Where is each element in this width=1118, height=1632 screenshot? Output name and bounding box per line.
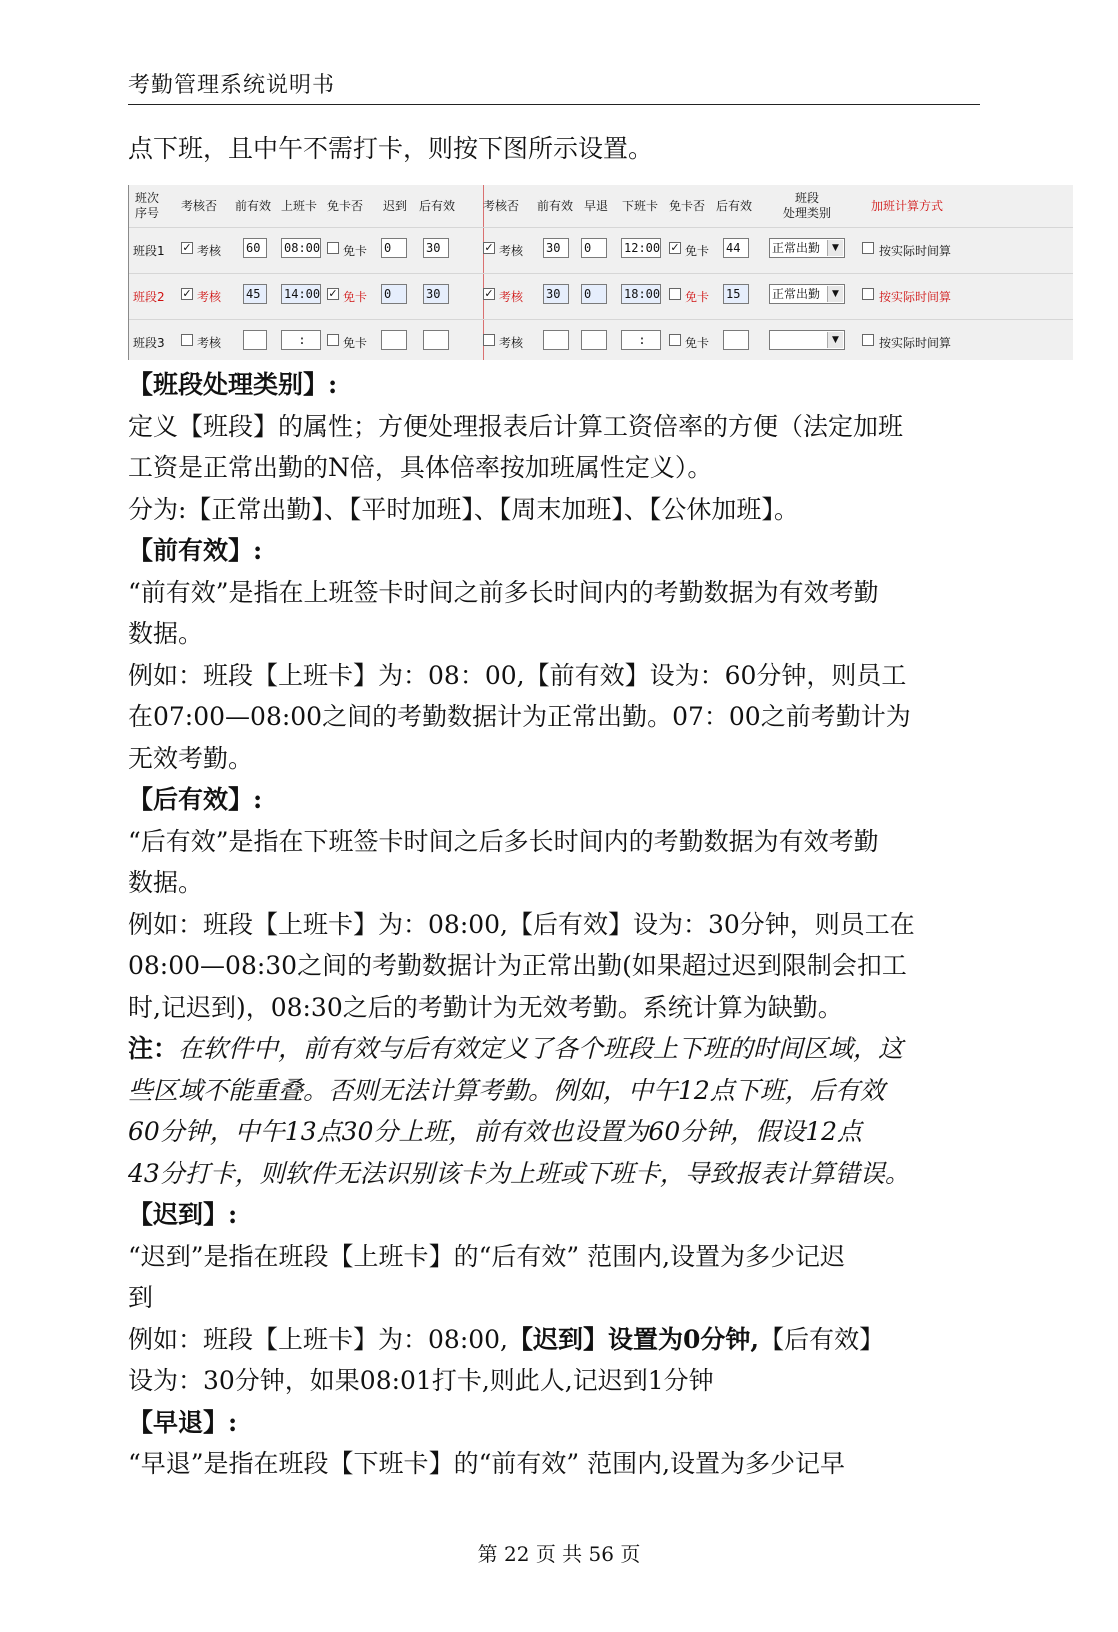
post2-input[interactable]: 44 (723, 238, 749, 258)
exempt1-label: 免卡 (343, 290, 368, 304)
check2-checkbox[interactable] (483, 334, 495, 346)
table-row (129, 227, 1073, 273)
off-card-input[interactable]: : (621, 330, 661, 350)
post1-input[interactable]: 30 (423, 284, 449, 304)
header-on-card: 上班卡 (281, 199, 318, 213)
ot-label: 按实际时间算 (879, 290, 952, 304)
section-title-type: 【班段处理类别】: (128, 370, 338, 399)
late-input[interactable]: 0 (381, 238, 407, 258)
off-card-input[interactable]: 18:00 (621, 284, 661, 304)
exempt1-checkbox[interactable] (327, 242, 339, 254)
pre2-input[interactable]: 30 (543, 284, 569, 304)
chevron-down-icon: ▼ (827, 332, 843, 348)
exempt1-checkbox[interactable]: ✓ (328, 287, 338, 300)
table-header-row (129, 185, 1073, 227)
section-title-late: 【迟到】: (128, 1200, 238, 1229)
header-exempt1: 免卡否 (327, 199, 364, 213)
check2-checkbox[interactable]: ✓ (484, 241, 494, 254)
header-ot-method: 加班计算方式 (871, 199, 944, 213)
document-body (128, 128, 988, 170)
exempt1-label: 免卡 (343, 244, 368, 258)
pre1-input[interactable]: 45 (243, 284, 267, 304)
paragraph: “前有效”是指在上班签卡时间之前多长时间内的考勤数据为有效考勤 (128, 577, 879, 607)
ot-checkbox[interactable] (862, 288, 874, 300)
paragraph: “后有效”是指在下班签卡时间之后多长时间内的考勤数据为有效考勤 (128, 826, 879, 856)
header-early: 早退 (584, 199, 609, 213)
note-line: 43分打卡，则软件无法识别该卡为上班或下班卡，导致报表计算错误。 (128, 1158, 910, 1188)
header-seq-line2: 序号 (135, 206, 160, 220)
paragraph: 设为：30分钟，如果08:01打卡,则此人,记迟到1分钟 (128, 1366, 714, 1395)
exempt1-checkbox[interactable] (327, 334, 339, 346)
header-check1: 考核否 (181, 199, 218, 213)
header-exempt2: 免卡否 (669, 199, 706, 213)
check2-label: 考核 (499, 290, 524, 304)
check1-label: 考核 (197, 336, 222, 350)
exempt2-label: 免卡 (685, 336, 710, 350)
early-input[interactable] (581, 330, 607, 350)
paragraph: 定义【班段】的属性；方便处理报表后计算工资倍率的方便（法定加班 (128, 411, 904, 441)
header-check2: 考核否 (483, 199, 520, 213)
check2-label: 考核 (499, 244, 524, 258)
paragraph (128, 1319, 988, 1361)
table-row (129, 319, 1073, 361)
intro-line: 点下班，且中午不需打卡，则按下图所示设置。 (128, 134, 654, 163)
header-title: 考勤管理系统说明书 (128, 73, 336, 98)
on-card-input[interactable]: 14:00 (281, 284, 321, 304)
header-type-line2: 处理类别 (783, 206, 832, 220)
header-post2: 后有效 (716, 199, 753, 213)
header-pre2: 前有效 (537, 199, 574, 213)
header-pre1: 前有效 (235, 199, 272, 213)
note-text: 在软件中，前有效与后有效定义了各个班段上下班的时间区域，这 (178, 1034, 904, 1063)
paragraph: “早退”是指在班段【下班卡】的“前有效” 范围内,设置为多少记早 (128, 1449, 846, 1478)
paragraph: 例如：班段【上班卡】为：08:00,【后有效】设为：30分钟，则员工在 (128, 909, 915, 939)
check1-checkbox[interactable]: ✓ (182, 241, 192, 254)
note-label: 注： (128, 1034, 179, 1063)
late-input[interactable] (381, 330, 407, 350)
header-off-card: 下班卡 (622, 199, 659, 213)
note-line: 些区域不能重叠。否则无法计算考勤。例如，中午12点下班，后有效 (128, 1075, 885, 1105)
late-example-bold: 【迟到】设置为0分钟, (508, 1324, 760, 1354)
row-label: 班段1 (133, 244, 165, 258)
page-header (128, 66, 980, 105)
exempt2-checkbox[interactable]: ✓ (670, 241, 680, 254)
late-example-a: 例如：班段【上班卡】为：08:00, (128, 1324, 508, 1354)
page-footer: 第 22 页 共 56 页 (477, 1542, 641, 1566)
header-seq (135, 191, 159, 221)
late-example-c: 【后有效】 (759, 1324, 885, 1354)
header-type (783, 191, 831, 221)
pre2-input[interactable] (543, 330, 569, 350)
exempt2-label: 免卡 (685, 244, 710, 258)
off-card-input[interactable]: 12:00 (621, 238, 661, 258)
ot-checkbox[interactable] (862, 242, 874, 254)
exempt2-checkbox[interactable] (669, 288, 681, 300)
check1-checkbox[interactable] (181, 334, 193, 346)
pre1-input[interactable] (243, 330, 267, 350)
pre1-input[interactable]: 60 (243, 238, 267, 258)
post1-input[interactable] (423, 330, 449, 350)
on-card-input[interactable]: : (281, 330, 321, 350)
check2-checkbox[interactable]: ✓ (484, 287, 494, 300)
post1-input[interactable]: 30 (423, 238, 449, 258)
type-select[interactable] (769, 238, 845, 258)
exempt2-checkbox[interactable] (669, 334, 681, 346)
section-title-pre: 【前有效】: (128, 536, 263, 565)
row-label: 班段2 (133, 290, 165, 304)
post2-input[interactable]: 15 (723, 284, 749, 304)
paragraph: “迟到”是指在班段【上班卡】的“后有效” 范围内,设置为多少记迟 (128, 1241, 846, 1271)
paragraph: 例如：班段【上班卡】为：08：00,【前有效】设为：60分钟，则员工 (128, 660, 907, 690)
paragraph: 无效考勤。 (128, 743, 254, 773)
type-select[interactable] (769, 330, 845, 350)
pre2-input[interactable]: 30 (543, 238, 569, 258)
early-input[interactable]: 0 (581, 284, 607, 304)
check1-label: 考核 (197, 244, 222, 258)
ot-checkbox[interactable] (862, 334, 874, 346)
paragraph: 08:00—08:30之间的考勤数据计为正常出勤(如果超过迟到限制会扣工 (128, 951, 907, 980)
paragraph: 时,记迟到)，08:30之后的考勤计为无效考勤。系统计算为缺勤。 (128, 992, 843, 1022)
document-sections (128, 364, 988, 1485)
exempt2-label: 免卡 (685, 290, 710, 304)
late-input[interactable]: 0 (381, 284, 407, 304)
type-select-value: 正常出勤 (772, 241, 821, 255)
header-late: 迟到 (383, 199, 408, 213)
paragraph: 在07:00—08:00之间的考勤数据计为正常出勤。07：00之前考勤计为 (128, 702, 911, 731)
exempt1-label: 免卡 (343, 336, 368, 350)
type-select[interactable] (769, 284, 845, 304)
header-type-line1: 班段 (795, 191, 820, 205)
header-seq-line1: 班次 (135, 191, 160, 205)
check1-label: 考核 (197, 290, 222, 304)
paragraph: 数据。 (128, 868, 204, 897)
check2-label: 考核 (499, 336, 524, 350)
paragraph: 数据。 (128, 619, 204, 648)
chevron-down-icon: ▼ (827, 286, 843, 302)
table-row (129, 273, 1073, 319)
ot-label: 按实际时间算 (879, 336, 952, 350)
section-title-early: 【早退】: (128, 1407, 238, 1437)
chevron-down-icon: ▼ (827, 240, 843, 256)
type-select-value: 正常出勤 (772, 287, 821, 301)
shift-settings-screenshot (128, 185, 1073, 360)
header-post1: 后有效 (419, 199, 456, 213)
row-label: 班段3 (133, 336, 165, 350)
early-input[interactable]: 0 (581, 238, 607, 258)
section-title-post: 【后有效】: (128, 785, 263, 814)
paragraph: 到 (128, 1283, 154, 1312)
on-card-input[interactable]: 08:00 (281, 238, 321, 258)
paragraph: 分为:【正常出勤】、【平时加班】、【周末加班】、【公休加班】。 (128, 494, 799, 524)
ot-label: 按实际时间算 (879, 244, 952, 258)
note-line: 60分钟，中午13点30分上班，前有效也设置为60分钟，假设12点 (128, 1117, 863, 1146)
note-paragraph (128, 1028, 988, 1070)
check1-checkbox[interactable]: ✓ (182, 287, 192, 300)
post2-input[interactable] (723, 330, 749, 350)
paragraph: 工资是正常出勤的N倍，具体倍率按加班属性定义）。 (128, 453, 713, 482)
